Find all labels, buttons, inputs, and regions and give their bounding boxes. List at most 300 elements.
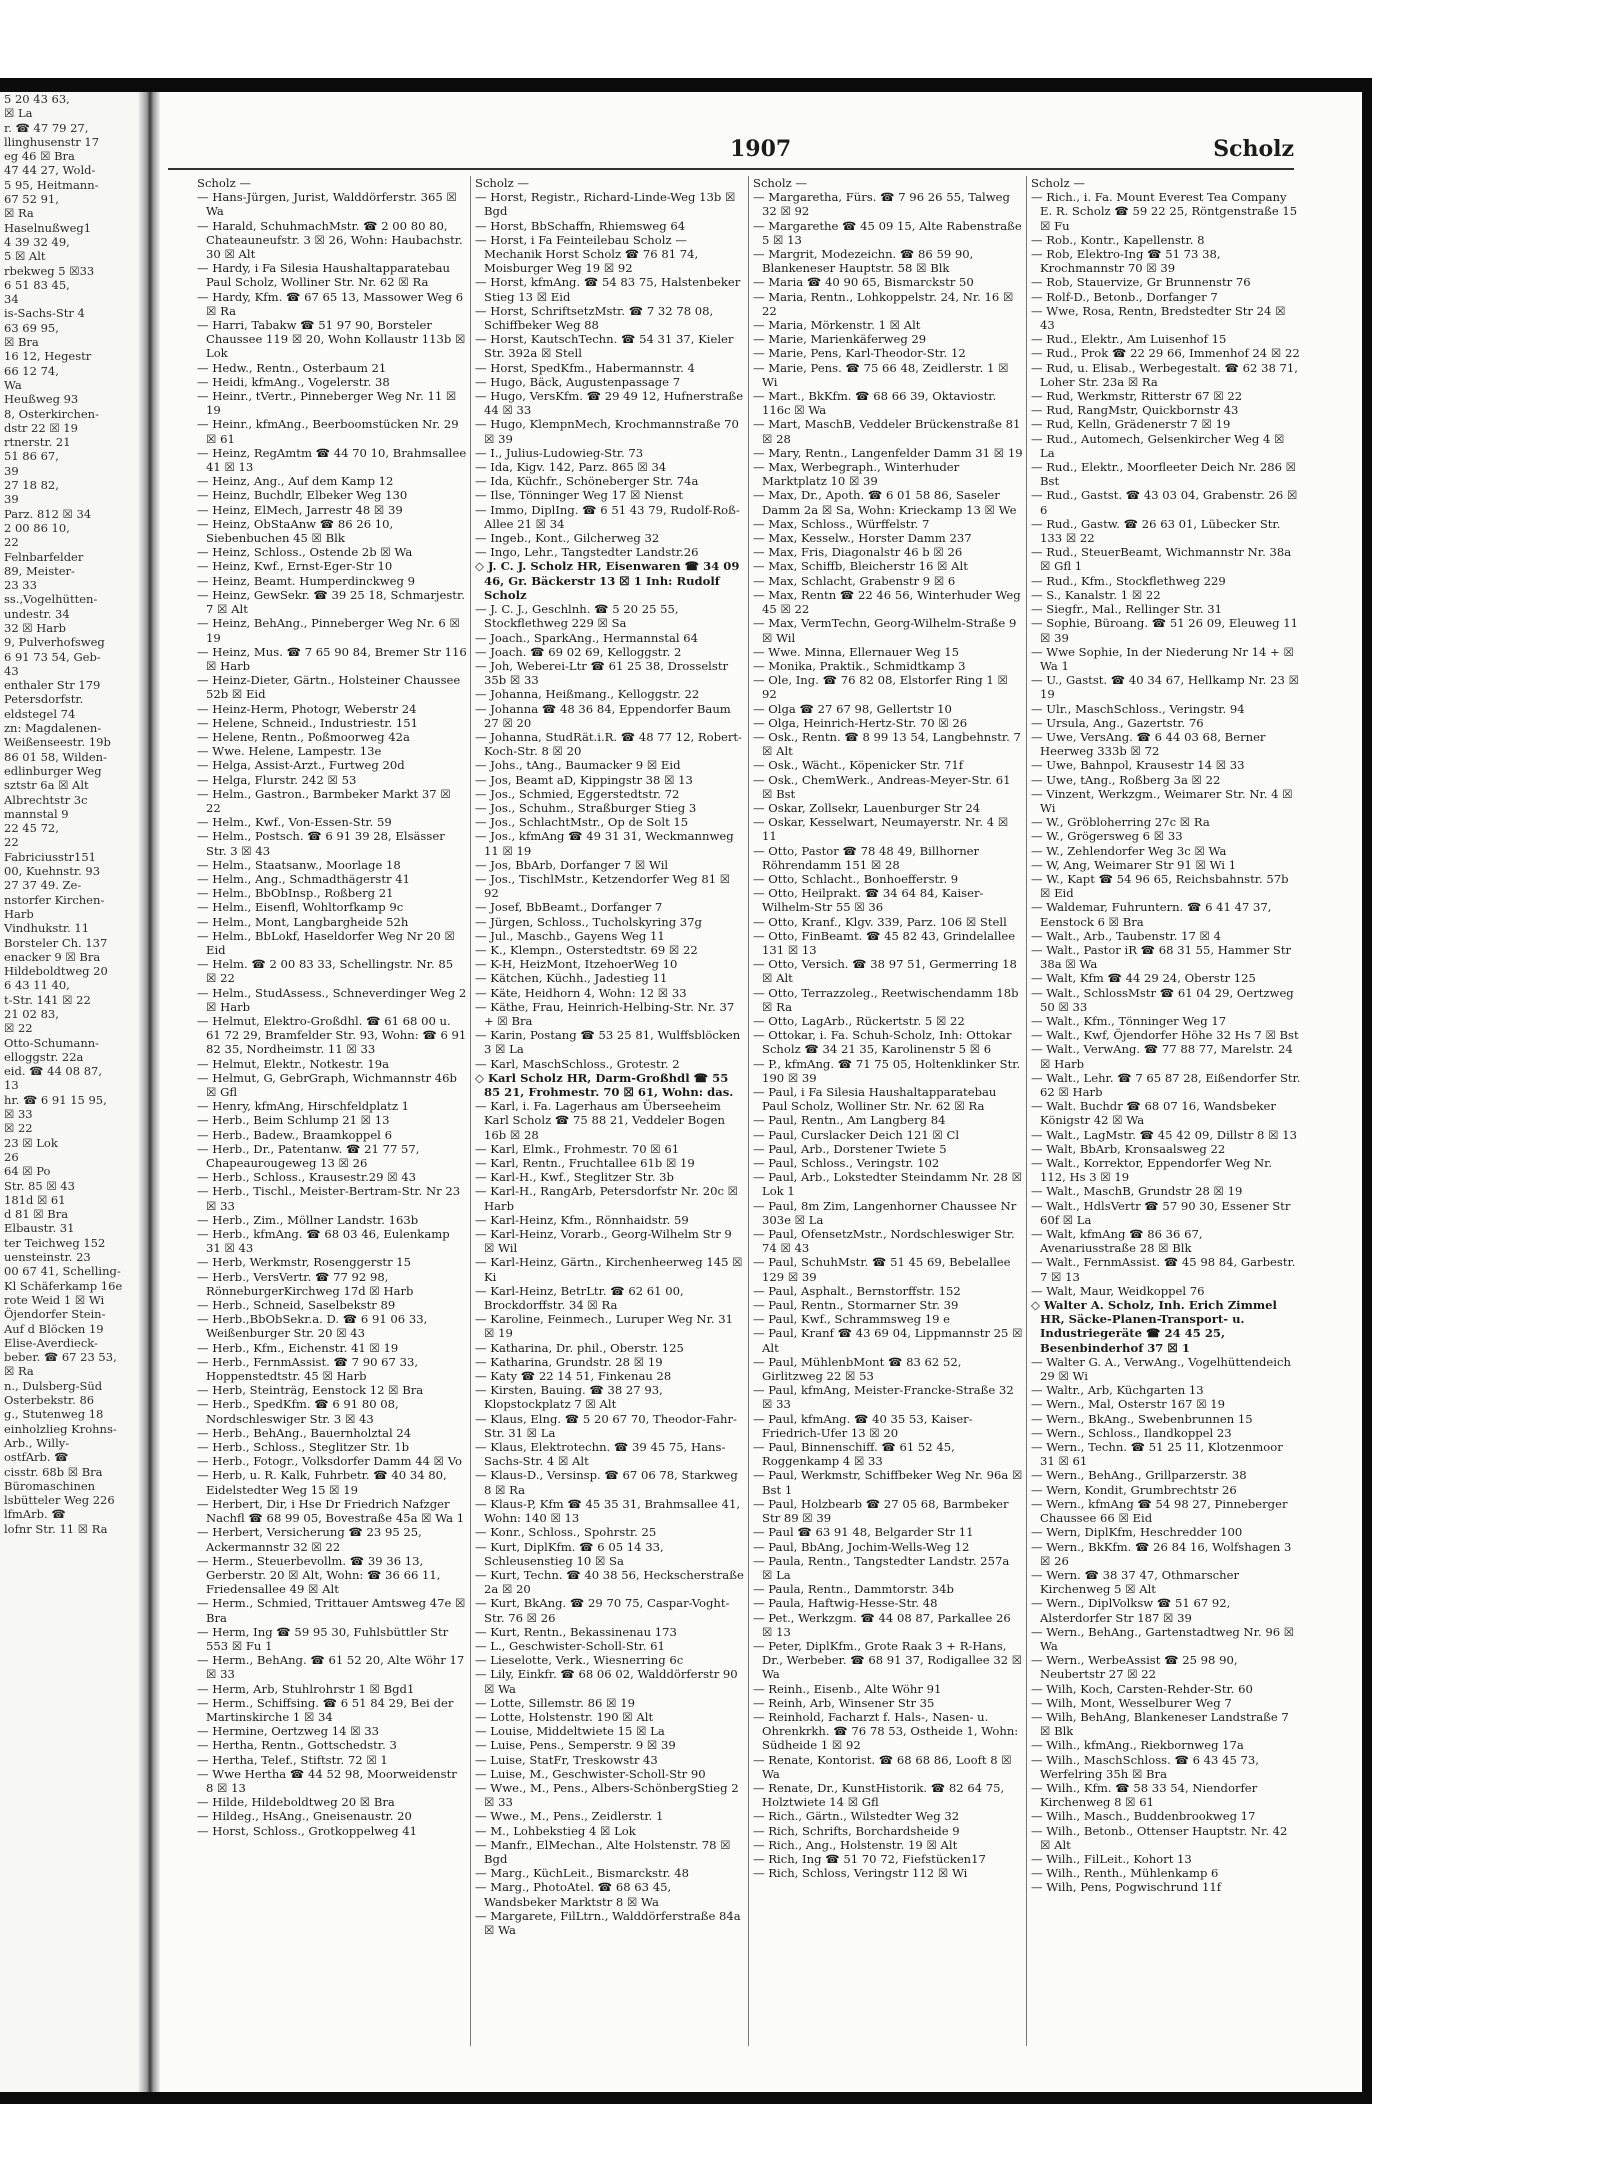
directory-entry: — Klaus-D., Versinsp. ☎ 67 06 78, Starkweg 8 ☒ Ra — [475, 1468, 738, 1497]
directory-entry: — Mary, Rentn., Langenfelder Damm 31 ☒ 19 — [753, 445, 1023, 460]
left-page-line: ostfArb. ☎ — [4, 1450, 69, 1465]
directory-entry: — Herb, Werkmstr, Rosenggerstr 15 — [197, 1255, 412, 1270]
directory-entry: — Käte, Heidhorn 4, Wohn: 12 ☒ 33 — [475, 985, 687, 1000]
directory-entry: — Walt., HdlsVertr ☎ 57 90 30, Essener Str 60f ☒ La — [1031, 1198, 1291, 1227]
directory-entry: — Manfr., ElMechan., Alte Holstenstr. 78 ☒ Bgd — [475, 1837, 731, 1866]
left-page-line: 8, Osterkirchen- — [4, 406, 99, 421]
directory-entry: — Otto, Kranf., Klgv. 339, Parz. 106 ☒ Stell — [753, 914, 1007, 929]
directory-entry: — Rud., Elektr., Moorfleeter Deich Nr. 286 ☒ Bst — [1031, 460, 1297, 489]
directory-entry: — Rud., SteuerBeamt, Wichmannstr Nr. 38a ☒ Gfl 1 — [1031, 545, 1292, 574]
directory-entry: — Maria ☎ 40 90 65, Bismarckstr 50 — [753, 275, 974, 290]
directory-entry: — Wern., BkAng., Swebenbrunnen 15 — [1031, 1411, 1253, 1426]
directory-entry: — Reinhold, Facharzt f. Hals-, Nasen- u. Ohrenkrkh. ☎ 76 78 53, Ostheide 1, Wohn: Südheide 1 ☒ 92 — [753, 1709, 1019, 1753]
directory-entry: — Ingo, Lehr., Tangstedter Landstr.26 — [475, 545, 699, 560]
directory-entry: — Herm, Arb, Stuhlrohrstr 1 ☒ Bgd1 — [197, 1681, 415, 1696]
directory-entry: — Klaus, Elng. ☎ 5 20 67 70, Theodor-Fahr-Str. 31 ☒ La — [475, 1411, 737, 1440]
directory-entry: — Uwe, VersAng. ☎ 6 44 03 68, Berner Heerweg 333b ☒ 72 — [1031, 729, 1266, 759]
directory-entry: — Waldemar, Fuhruntern. ☎ 6 41 47 37, Eenstock 6 ☒ Bra — [1031, 900, 1272, 929]
left-page-line: Öjendorfer Stein- — [4, 1307, 106, 1322]
directory-entry: — Jos., TischlMstr., Ketzendorfer Weg 81 ☒ 92 — [475, 871, 731, 901]
directory-entry: — Olga, Heinrich-Hertz-Str. 70 ☒ 26 — [753, 715, 968, 730]
directory-entry: — Herb.,BbObSekr.a. D. ☎ 6 91 06 33, Weißenburger Str. 20 ☒ 43 — [197, 1312, 428, 1341]
directory-entry: — I., Julius-Ludowieg-Str. 73 — [475, 445, 644, 460]
left-page-line: 6 91 73 54, Geb- — [4, 649, 101, 664]
directory-entry: — Kurt, Rentn., Bekassinenau 173 — [475, 1624, 677, 1639]
left-page-line: 23 ☒ Lok — [4, 1135, 58, 1150]
left-page-line: t-Str. 141 ☒ 22 — [4, 992, 91, 1007]
directory-entry: — Heinz, ElMech, Jarrestr 48 ☒ 39 — [197, 502, 403, 517]
directory-entry: — Harald, SchuhmachMstr. ☎ 2 00 80 80, Chateauneufstr. 3 ☒ 26, Wohn: Haubachstr. 30 ☒ Alt — [197, 218, 463, 262]
left-page-line: Fabriciusstr151 — [4, 849, 96, 864]
directory-entry: — Marie, Marienkäferweg 29 — [753, 332, 927, 347]
directory-entry: — Max, Schlacht, Grabenstr 9 ☒ 6 — [753, 573, 956, 588]
left-page-line: 51 86 67, — [4, 449, 59, 464]
left-page-line: uensteinstr. 23 — [4, 1250, 91, 1265]
directory-entry: — Horst, Schloss., Grotkoppelweg 41 — [197, 1823, 417, 1838]
directory-entry: — Walt., Pastor iR ☎ 68 31 55, Hammer Str 38a ☒ Wa — [1031, 942, 1292, 972]
left-page-line: ☒ 33 — [4, 1107, 33, 1122]
directory-entry: — Uwe, tAng., Roßberg 3a ☒ 22 — [1031, 772, 1221, 787]
directory-entry: — Paul, Rentn., Am Langberg 84 — [753, 1113, 946, 1128]
directory-entry: — Ole, Ing. ☎ 76 82 08, Elstorfer Ring 1 ☒ 92 — [753, 673, 1008, 702]
left-page-line: 27 37 49. Ze- — [4, 878, 82, 893]
directory-entry: — Wilh., kfmAng., Riekbornweg 17a — [1031, 1738, 1244, 1753]
directory-entry: — Katharina, Grundstr. 28 ☒ 19 — [475, 1354, 663, 1369]
left-page-line: 2 00 86 10, — [4, 520, 70, 535]
directory-entry: — Herm., Steuerbevollm. ☎ 39 36 13, Gerberstr. 20 ☒ Alt, Wohn: ☎ 36 66 11, Friedensallee 49 ☒ Alt — [197, 1553, 441, 1597]
directory-entry: — Paul, Asphalt., Bernstorffstr. 152 — [753, 1283, 961, 1298]
directory-entry: — Ida, Kigv. 142, Parz. 865 ☒ 34 — [475, 460, 667, 475]
directory-entry: — Wwe. Minna, Ellernauer Weg 15 — [753, 644, 960, 659]
left-page-line: rote Weid 1 ☒ Wi — [4, 1292, 105, 1307]
directory-entry: — Wern., BkKfm. ☎ 26 84 16, Wolfshagen 3 ☒ 26 — [1031, 1539, 1292, 1568]
directory-entry: — Rolf-D., Betonb., Dorfanger 7 — [1031, 289, 1218, 304]
column-title: Scholz — — [753, 176, 807, 190]
directory-entry: — Louise, Middeltwiete 15 ☒ La — [475, 1724, 665, 1739]
directory-entry: — Rud, RangMstr, Quickbornstr 43 — [1031, 403, 1239, 418]
directory-page — [160, 92, 1360, 2092]
directory-entry: — Ursula, Ang., Gazertstr. 76 — [1031, 715, 1204, 730]
directory-entry: — Wwe., M., Pens., Albers-SchönbergStieg 2 ☒ 33 — [475, 1780, 739, 1810]
directory-entry: — Jul., Maschb., Gayens Weg 11 — [475, 928, 665, 943]
directory-entry: — U., Gastst. ☎ 40 34 67, Hellkamp Nr. 23 ☒ 19 — [1031, 673, 1299, 702]
directory-entry: — Herb., Schloss., Krausestr.29 ☒ 43 — [197, 1170, 417, 1185]
left-page-line: mannstal 9 — [4, 806, 69, 821]
left-page-line: 89, Meister- — [4, 563, 75, 578]
directory-entry: — Hilde, Hildeboldtweg 20 ☒ Bra — [197, 1795, 395, 1810]
left-page-line: Hildeboldtweg 20 — [4, 964, 108, 979]
running-head-surname: Scholz — [1213, 136, 1294, 162]
left-page-line: ☒ 22 — [4, 1121, 33, 1136]
directory-entry: — Karl-Heinz, BetrLtr. ☎ 62 61 00, Brockdorffstr. 34 ☒ Ra — [475, 1283, 684, 1313]
directory-entry: — Helm. ☎ 2 00 83 33, Schellingstr. Nr. 85 ☒ 22 — [197, 957, 454, 986]
directory-entry: — Herb., Tischl., Meister-Bertram-Str. Nr 23 ☒ 33 — [197, 1184, 461, 1213]
directory-entry: — Wern., DiplVolksw ☎ 51 67 92, Alsterdorfer Str 187 ☒ 39 — [1031, 1596, 1231, 1625]
directory-entry: — Wwe Hertha ☎ 44 52 98, Moorweidenstr 8 ☒ 13 — [197, 1766, 457, 1795]
directory-entry: — Walt, BbArb, Kronsaalsweg 22 — [1031, 1141, 1226, 1156]
left-page-line: Weißenseestr. 19b — [4, 735, 111, 750]
left-page-line: 6 43 11 40, — [4, 978, 70, 993]
directory-entry: — Jos, BbArb, Dorfanger 7 ☒ Wil — [475, 857, 669, 872]
column-title: Scholz — — [1031, 176, 1085, 190]
directory-entry: — Herb., Beim Schlump 21 ☒ 13 — [197, 1113, 390, 1128]
directory-entry: — Jos, Beamt aD, Kippingstr 38 ☒ 13 — [475, 772, 693, 787]
directory-entry: — Wern., WerbeAssist ☎ 25 98 90, Neubertstr 27 ☒ 22 — [1031, 1653, 1238, 1682]
left-page-line: is-Sachs-Str 4 — [4, 306, 85, 321]
left-page-line: Otto-Schumann- — [4, 1035, 100, 1050]
directory-entry: — Paul, Binnenschiff. ☎ 61 52 45, Roggenkamp 4 ☒ 33 — [753, 1440, 955, 1469]
directory-entry: — Paul, OfensetzMstr., Nordschleswiger Str. 74 ☒ 43 — [753, 1227, 1015, 1256]
directory-entry: — Heinz, Mus. ☎ 7 65 90 84, Bremer Str 116 ☒ Harb — [197, 644, 467, 673]
left-page-line: n., Dulsberg-Süd — [4, 1378, 103, 1393]
directory-entry: — Paul, Schloss., Veringstr. 102 — [753, 1156, 940, 1171]
directory-entry: — Paula, Rentn., Tangstedter Landstr. 257a ☒ La — [753, 1553, 1010, 1582]
directory-entry: — Rud, Werkmstr, Ritterstr 67 ☒ 22 — [1031, 389, 1243, 404]
directory-entry: — Max, Kesselw., Horster Damm 237 — [753, 531, 972, 546]
left-page-line: 47 44 27, Wold- — [4, 163, 96, 178]
left-page-line: zn: Magdalenen- — [4, 721, 102, 736]
directory-entry: — Max, Fris, Diagonalstr 46 b ☒ 26 — [753, 545, 963, 560]
directory-entry: — Wilh., Masch., Buddenbrookweg 17 — [1031, 1809, 1256, 1824]
directory-entry: — Jos., SchlachtMstr., Op de Solt 15 — [475, 815, 689, 830]
directory-entry: — Paula, Rentn., Dammtorstr. 34b — [753, 1582, 954, 1597]
directory-entry: — Jos., Schuhm., Straßburger Stieg 3 — [475, 800, 697, 815]
directory-entry: — Maria, Rentn., Lohkoppelstr. 24, Nr. 16 ☒ 22 — [753, 289, 1014, 318]
left-page-line: ss.,Vogelhütten- — [4, 592, 98, 607]
left-page-line: 16 12, Hegestr — [4, 349, 92, 364]
directory-entry: — Sophie, Büroang. ☎ 51 26 09, Eleuweg 11 ☒ 39 — [1031, 616, 1298, 645]
directory-entry: — W., Zehlendorfer Weg 3c ☒ Wa — [1031, 843, 1227, 858]
directory-entry: — Karl, Elmk., Frohmestr. 70 ☒ 61 — [475, 1141, 680, 1156]
directory-entry: — Hardy, i Fa Silesia Haushaltapparatebau Paul Scholz, Wolliner Str. Nr. 62 ☒ Ra — [197, 261, 450, 290]
left-page-line: 66 12 74, — [4, 363, 59, 378]
left-page-line: 39 — [4, 492, 19, 507]
directory-entry: — Ingeb., Kont., Gilcherweg 32 — [475, 531, 660, 546]
left-page-line: Heußweg 93 — [4, 392, 79, 407]
directory-entry: — Hermine, Oertzweg 14 ☒ 33 — [197, 1724, 380, 1739]
column-1 — [197, 176, 467, 2066]
left-page-line: elloggstr. 22a — [4, 1049, 84, 1064]
left-page-line: lfmArb. ☎ — [4, 1507, 66, 1522]
directory-entry: ◇ Walter A. Scholz, Inh. Erich Zimmel HR, Säcke-Planen-Transport- u. Industriegeräte ☎ 24 45 25, Besenbinderhof 37 ☒ 1 — [1031, 1298, 1277, 1355]
page-header — [160, 136, 1360, 166]
left-page-line: Elbaustr. 31 — [4, 1221, 75, 1236]
left-page-line: 27 18 82, — [4, 478, 59, 493]
directory-entry: — Lily, Einkfr. ☎ 68 06 02, Walddörferstr 90 ☒ Wa — [475, 1667, 738, 1696]
left-page-line: ☒ La — [4, 106, 33, 121]
directory-entry: — Margaretha, Fürs. ☎ 7 96 26 55, Talweg 32 ☒ 92 — [753, 190, 1010, 219]
directory-entry: — Herb., Dr., Patentanw. ☎ 21 77 57, Chapeaurougeweg 13 ☒ 26 — [197, 1141, 420, 1171]
directory-entry: ◇ J. C. J. Scholz HR, Eisenwaren ☎ 34 09 46, Gr. Bäckerstr 13 ☒ 1 Inh: Rudolf Scholz — [475, 559, 740, 602]
column-entries — [197, 190, 467, 1838]
directory-entry: — Rich, Ing ☎ 51 70 72, Fiefstücken17 — [753, 1851, 986, 1866]
directory-entry: — Kurt, BkAng. ☎ 29 70 75, Caspar-Voght-Str. 76 ☒ 26 — [475, 1596, 730, 1625]
directory-entry: — Max, Schloss., Würffelstr. 7 — [753, 516, 930, 531]
directory-entry: — Oskar, Zollsekr, Lauenburger Str 24 — [753, 800, 981, 815]
directory-entry: — Paul, Curslacker Deich 121 ☒ Cl — [753, 1127, 960, 1142]
directory-entry: — Renate, Dr., KunstHistorik. ☎ 82 64 75, Holztwiete 14 ☒ Gfl — [753, 1780, 1005, 1810]
left-page-line: eg 46 ☒ Bra — [4, 149, 75, 164]
directory-entry: — Lotte, Sillemstr. 86 ☒ 19 — [475, 1695, 635, 1710]
directory-entry: — Waltr., Arb, Küchgarten 13 — [1031, 1383, 1204, 1398]
directory-entry: — Helm., BbObInsp., Roßberg 21 — [197, 886, 394, 901]
directory-entry: — Helm., Staatsanw., Moorlage 18 — [197, 857, 401, 872]
left-page-line: 181d ☒ 61 — [4, 1192, 66, 1207]
directory-entry: — Rud., Kfm., Stockflethweg 229 — [1031, 573, 1226, 588]
directory-entry: — Oskar, Kesselwart, Neumayerstr. Nr. 4 ☒ 11 — [753, 815, 1009, 844]
directory-entry: — W., Gröbloherring 27c ☒ Ra — [1031, 815, 1210, 830]
directory-entry: — Wwe., M., Pens., Zeidlerstr. 1 — [475, 1809, 664, 1824]
left-page-line: 13 — [4, 1078, 19, 1093]
directory-entry: — Wern., BehAng., Grillparzerstr. 38 — [1031, 1468, 1247, 1483]
left-page-line: ☒ Ra — [4, 206, 34, 221]
scan-frame-right — [1362, 78, 1372, 2104]
directory-entry: — Wern., BehAng., Gartenstadtweg Nr. 96 ☒ Wa — [1031, 1624, 1295, 1653]
directory-entry: — Herb., kfmAng. ☎ 68 03 46, Eulenkamp 31 ☒ 43 — [197, 1227, 450, 1256]
left-page-line: rtnerstr. 21 — [4, 435, 71, 450]
book-spine — [138, 92, 160, 2092]
left-page-line: llinghusenstr 17 — [4, 134, 100, 149]
directory-entry: — Wern., Techn. ☎ 51 25 11, Klotzenmoor 31 ☒ 61 — [1031, 1440, 1283, 1469]
directory-entry: — Helmut, Elektr., Notkestr. 19a — [197, 1056, 390, 1071]
directory-entry: — M., Lohbekstieg 4 ☒ Lok — [475, 1823, 636, 1838]
directory-entry: — Margrit, Modezeichn. ☎ 86 59 90, Blankeneser Hauptstr. 58 ☒ Blk — [753, 247, 974, 276]
directory-entry: — W., Grögersweg 6 ☒ 33 — [1031, 829, 1183, 844]
directory-entry: — Herbert, Dir, i Hse Dr Friedrich Nafzger Nachfl ☎ 68 99 05, Bovestraße 45a ☒ Wa 1 — [197, 1496, 465, 1526]
directory-entry: — Monika, Praktik., Schmidtkamp 3 — [753, 658, 966, 673]
left-page-line: 26 — [4, 1149, 19, 1164]
directory-entry: — Karl-H., RangArb, Petersdorfstr Nr. 20c ☒ Harb — [475, 1184, 739, 1213]
directory-entry: — Luise, M., Geschwister-Scholl-Str 90 — [475, 1766, 706, 1781]
left-page-line: Vindhukstr. 11 — [4, 921, 90, 936]
left-page-line: Auf d Blöcken 19 — [4, 1321, 104, 1336]
directory-entry: — Rud., Automech, Gelsenkircher Weg 4 ☒ La — [1031, 431, 1285, 460]
column-divider — [470, 176, 471, 2046]
left-page-line: Borsteler Ch. 137 — [4, 935, 108, 950]
directory-entry: — Helm., Eisenfl, Wohltorfkamp 9c — [197, 900, 404, 915]
directory-entry: — K-H, HeizMont, ItzehoerWeg 10 — [475, 957, 678, 972]
directory-entry: ◇ Karl Scholz HR, Darm-Großhdl ☎ 55 85 21, Frohmestr. 70 ☒ 61, Wohn: das. — [475, 1070, 734, 1099]
left-page-line: Petersdorfstr. — [4, 692, 84, 707]
directory-entry: — Klaus-P, Kfm ☎ 45 35 31, Brahmsallee 41, Wohn: 140 ☒ 13 — [475, 1496, 741, 1526]
directory-entry: — K., Klempn., Osterstedtstr. 69 ☒ 22 — [475, 942, 698, 957]
directory-entry: — Rich., Gärtn., Wilstedter Weg 32 — [753, 1809, 960, 1824]
left-page-line: 5 ☒ Alt — [4, 249, 46, 264]
directory-entry: — Marg., PhotoAtel. ☎ 68 63 45, Wandsbeker Marktstr 8 ☒ Wa — [475, 1880, 672, 1909]
left-page-line: Parz. 812 ☒ 34 — [4, 506, 92, 521]
directory-entry: — W, Ang, Weimarer Str 91 ☒ Wi 1 — [1031, 857, 1237, 872]
directory-entry: — Osk., Wächt., Köpenicker Str. 71f — [753, 758, 963, 773]
directory-entry: — Hildeg., HsAng., Gneisenaustr. 20 — [197, 1809, 412, 1824]
directory-entry: — Karl-Heinz, Vorarb., Georg-Wilhelm Str 9 ☒ Wil — [475, 1227, 732, 1256]
directory-entry: — Helm., Ang., Schmadthägerstr 41 — [197, 871, 411, 886]
directory-entry: — Heinz-Dieter, Gärtn., Holsteiner Chaussee 52b ☒ Eid — [197, 673, 461, 702]
directory-entry: — Johs., tAng., Baumacker 9 ☒ Eid — [475, 758, 681, 773]
left-page-line: Arb., Willy- — [4, 1435, 70, 1450]
directory-entry: — Horst, KautschTechn. ☎ 54 31 37, Kieler Str. 392a ☒ Stell — [475, 332, 734, 361]
scan-frame-bottom — [0, 2092, 1372, 2104]
left-page-line: Str. 85 ☒ 43 — [4, 1178, 75, 1193]
directory-entry: — Max, Dr., Apoth. ☎ 6 01 58 86, Saseler Damm 2a ☒ Sa, Wohn: Krieckamp 13 ☒ We — [753, 488, 1017, 517]
left-page-line: 63 69 95, — [4, 320, 59, 335]
directory-entry: — Reinh, Arb, Winsener Str 35 — [753, 1695, 935, 1710]
column-entries — [1031, 190, 1301, 1894]
left-page-line: ter Teichweg 152 — [4, 1235, 106, 1250]
directory-entry: — Herbert, Versicherung ☎ 23 95 25, Ackermannstr 32 ☒ 22 — [197, 1525, 422, 1554]
directory-entry: — Walt, Maur, Weidkoppel 76 — [1031, 1283, 1205, 1298]
directory-entry: — Wilh, Koch, Carsten-Rehder-Str. 60 — [1031, 1681, 1253, 1696]
directory-entry: — Kirsten, Bauing. ☎ 38 27 93, Klopstockplatz 7 ☒ Alt — [475, 1383, 663, 1412]
directory-entry: — Marie, Pens. ☎ 75 66 48, Zeidlerstr. 1 ☒ Wi — [753, 360, 1009, 389]
scan-frame-top — [0, 78, 1372, 92]
left-page-line: enthaler Str 179 — [4, 678, 101, 693]
directory-entry: — Rob, Stauervize, Gr Brunnenstr 76 — [1031, 275, 1251, 290]
directory-entry: — Herm., Schiffsing. ☎ 6 51 84 29, Bei der Martinskirche 1 ☒ 34 — [197, 1695, 454, 1724]
left-page-line: lsbütteler Weg 226 — [4, 1493, 115, 1508]
column-entries — [475, 190, 745, 1937]
directory-entry: — Otto, Schlacht., Bonhoefferstr. 9 — [753, 871, 959, 886]
directory-entry: — Paul, Rentn., Stormarner Str. 39 — [753, 1298, 959, 1313]
column-entries — [753, 190, 1023, 1880]
directory-entry: — Josef, BbBeamt., Dorfanger 7 — [475, 900, 663, 915]
directory-entry: — Wilh., Kfm. ☎ 58 33 54, Niendorfer Kirchenweg 8 ☒ 61 — [1031, 1780, 1258, 1810]
directory-entry: — Katy ☎ 22 14 51, Finkenau 28 — [475, 1369, 672, 1384]
directory-entry: — Horst, Registr., Richard-Linde-Weg 13b ☒ Bgd — [475, 190, 736, 219]
directory-entry: — Paul, Werkmstr, Schiffbeker Weg Nr. 96a ☒ Bst 1 — [753, 1468, 1023, 1497]
directory-entry: — Paul, Kwf., Schrammsweg 19 e — [753, 1312, 951, 1327]
directory-entry: — Karl, MaschSchloss., Grotestr. 2 — [475, 1056, 680, 1071]
left-page-line: dstr 22 ☒ 19 — [4, 420, 78, 435]
directory-entry: — Paula, Haftwig-Hesse-Str. 48 — [753, 1596, 938, 1611]
directory-entry: — Johanna, Heißmang., Kelloggstr. 22 — [475, 687, 700, 702]
directory-entry: — Otto, Pastor ☎ 78 48 49, Billhorner Röhrendamm 151 ☒ 28 — [753, 843, 980, 872]
directory-entry: — Walt., SchlossMstr ☎ 61 04 29, Oertzweg 50 ☒ 33 — [1031, 985, 1294, 1014]
directory-entry: — Max, Werbegraph., Winterhuder Marktplatz 10 ☒ 39 — [753, 460, 960, 489]
left-page-line: cisstr. 68b ☒ Bra — [4, 1464, 103, 1479]
directory-entry: — Wilh., Betonb., Ottenser Hauptstr. Nr. 42 ☒ Alt — [1031, 1823, 1288, 1852]
left-page-line: einholzlieg Krohns- — [4, 1421, 117, 1436]
directory-entry: — Johanna ☎ 48 36 84, Eppendorfer Baum 27 ☒ 20 — [475, 701, 731, 730]
directory-entry: — Walt., MaschB, Grundstr 28 ☒ 19 — [1031, 1184, 1243, 1199]
directory-entry: — Ida, Küchfr., Schöneberger Str. 74a — [475, 474, 699, 489]
directory-entry: — Walt., FernmAssist. ☎ 45 98 84, Garbestr. 7 ☒ 13 — [1031, 1255, 1296, 1284]
left-page-line: Felnbarfelder — [4, 549, 84, 564]
directory-entry: — Pet., Werkzgm. ☎ 44 08 87, Parkallee 26 ☒ 13 — [753, 1610, 1011, 1639]
left-page-line: 6 51 83 45, — [4, 277, 70, 292]
directory-entry: — Osk., Rentn. ☎ 8 99 13 54, Langbehnstr. 7 ☒ Alt — [753, 729, 1021, 759]
left-page-line: Kl Schäferkamp 16e — [4, 1278, 123, 1293]
directory-entry: — Walt., Kfm., Tönninger Weg 17 — [1031, 1013, 1227, 1028]
directory-entry: — Heinz, Schloss., Ostende 2b ☒ Wa — [197, 545, 413, 560]
directory-entry: — Rud., Elektr., Am Luisenhof 15 — [1031, 332, 1227, 347]
left-page-line: rbekweg 5 ☒33 — [4, 263, 95, 278]
directory-entry: — Helmut, G, GebrGraph, Wichmannstr 46b ☒ Gfl — [197, 1070, 457, 1099]
directory-entry: — Heinz, BehAng., Pinneberger Weg Nr. 6 ☒ 19 — [197, 616, 460, 645]
left-page-line: ☒ Bra — [4, 335, 39, 350]
directory-entry: — Rud., Prok ☎ 22 29 66, Immenhof 24 ☒ 22 — [1031, 346, 1300, 361]
directory-entry: — Paul, Arb., Dorstener Twiete 5 — [753, 1141, 947, 1156]
left-page-line: Wa — [4, 377, 22, 392]
directory-entry: — Herb., SpedKfm. ☎ 6 91 80 08, Nordschleswiger Str. 3 ☒ 43 — [197, 1397, 399, 1426]
directory-entry: — Maria, Mörkenstr. 1 ☒ Alt — [753, 318, 921, 333]
directory-entry: — Margarete, FilLtrn., Walddörferstraße 84a ☒ Wa — [475, 1908, 741, 1937]
left-page-line: nstorfer Kirchen- — [4, 892, 105, 907]
column-title: Scholz — — [475, 176, 529, 190]
left-page-line: 5 95, Heitmann- — [4, 177, 99, 192]
directory-entry: — Joach. ☎ 69 02 69, Kelloggstr. 2 — [475, 644, 682, 659]
directory-entry: — Karl, Rentn., Fruchtallee 61b ☒ 19 — [475, 1156, 695, 1171]
left-page-line: 39 — [4, 463, 19, 478]
directory-entry: — Heinz, ObStaAnw ☎ 86 26 10, Siebenbuchen 45 ☒ Blk — [197, 516, 394, 546]
directory-entry: — Heinz, Buchdlr, Elbeker Weg 130 — [197, 488, 408, 503]
directory-entry: — Mart, MaschB, Veddeler Brückenstraße 81 ☒ 28 — [753, 417, 1021, 446]
left-page-line: 64 ☒ Po — [4, 1164, 51, 1179]
directory-entry: — Helmut, Elektro-Großdhl. ☎ 61 68 00 u. 61 72 29, Bramfelder Str. 93, Wohn: ☎ 6 91 82 35, Nordheimstr. 11 ☒ 33 — [197, 1013, 467, 1057]
directory-entry: — Helm., StudAssess., Schneverdinger Weg 2 ☒ Harb — [197, 985, 467, 1014]
left-page-line: 32 ☒ Harb — [4, 620, 66, 635]
directory-entry: — Konr., Schloss., Spohrstr. 25 — [475, 1525, 657, 1540]
directory-entry: — Walt., Lehr. ☎ 7 65 87 28, Eißendorfer Str. 62 ☒ Harb — [1031, 1070, 1301, 1099]
directory-entry: — Kätchen, Küchh., Jadestieg 11 — [475, 971, 668, 986]
directory-entry: — Herb, Steinträg, Eenstock 12 ☒ Bra — [197, 1383, 424, 1398]
directory-entry: — Olga ☎ 27 67 98, Gellertstr 10 — [753, 701, 952, 716]
directory-entry: — L., Geschwister-Scholl-Str. 61 — [475, 1638, 665, 1653]
directory-entry: — Helga, Flurstr. 242 ☒ 53 — [197, 772, 357, 787]
left-page-line: Osterbekstr. 86 — [4, 1393, 95, 1408]
left-page-line: 22 45 72, — [4, 821, 59, 836]
directory-entry: — Helm., Gastron., Barmbeker Markt 37 ☒ 22 — [197, 786, 451, 815]
directory-entry: — Wern., Mal, Osterstr 167 ☒ 19 — [1031, 1397, 1226, 1412]
directory-entry: — Heinz, Ang., Auf dem Kamp 12 — [197, 474, 394, 489]
directory-entry: — Joh, Weberei-Ltr ☎ 61 25 38, Drosselstr 35b ☒ 33 — [475, 658, 729, 688]
directory-entry: — Herb, u. R. Kalk, Fuhrbetr. ☎ 40 34 80, Eidelstedter Weg 15 ☒ 19 — [197, 1468, 447, 1497]
directory-entry: — Ulr., MaschSchloss., Veringstr. 94 — [1031, 701, 1245, 716]
left-page-line: 4 39 32 49, — [4, 234, 70, 249]
left-page-line: ☒ 22 — [4, 1021, 33, 1036]
directory-entry: — Peter, DiplKfm., Grote Raak 3 + R-Hans, Dr., Werbeber. ☎ 68 91 37, Rodigallee 32 ☒ Wa — [753, 1638, 1023, 1682]
directory-entry: — J. C. J., Geschlnh. ☎ 5 20 25 55, Stockflethweg 229 ☒ Sa — [475, 602, 679, 631]
directory-entry: — Walt. Buchdr ☎ 68 07 16, Wandsbeker Königstr 42 ☒ Wa — [1031, 1099, 1276, 1128]
left-page-line: 67 52 91, — [4, 192, 59, 207]
left-page-line: 34 — [4, 292, 19, 307]
directory-entry: — Immo, DiplIng. ☎ 6 51 43 79, Rudolf-Roß-Allee 21 ☒ 34 — [475, 502, 740, 531]
left-page-line: 22 — [4, 535, 19, 550]
directory-entry: — Horst, SpedKfm., Habermannstr. 4 — [475, 360, 695, 375]
left-page-line: Elise-Averdieck- — [4, 1335, 98, 1350]
directory-entry: — Paul, BbAng, Jochim-Wells-Weg 12 — [753, 1539, 970, 1554]
left-page-line: g., Stutenweg 18 — [4, 1407, 104, 1422]
directory-entry: — Wilh, Pens, Pogwischrund 11f — [1031, 1880, 1222, 1895]
left-page-line: Albrechtstr 3c — [4, 792, 88, 807]
directory-entry: — Paul, Arb., Lokstedter Steindamm Nr. 28 ☒ Lok 1 — [753, 1170, 1023, 1199]
left-page-line: 21 02 83, — [4, 1007, 59, 1021]
directory-entry: — Rud, u. Elisab., Werbegestalt. ☎ 62 38 71, Loher Str. 23a ☒ Ra — [1031, 360, 1298, 389]
directory-entry: — Walt., Arb., Taubenstr. 17 ☒ 4 — [1031, 928, 1222, 943]
left-page-line: 23 33 — [4, 578, 37, 593]
directory-entry: — Walt, Kfm ☎ 44 29 24, Oberstr 125 — [1031, 971, 1256, 986]
directory-entry: — Walt., LagMstr. ☎ 45 42 09, Dillstr 8 ☒ 13 — [1031, 1127, 1297, 1142]
left-page-line: eldstegel 74 — [4, 706, 76, 721]
directory-entry: — Wwe, Rosa, Rentn, Bredstedter Str 24 ☒ 43 — [1031, 303, 1286, 333]
directory-entry: — Ottokar, i. Fa. Schuh-Scholz, Inh: Ottokar Scholz ☎ 34 21 35, Karolinenstr 5 ☒ 6 — [753, 1028, 1012, 1057]
directory-entry: — Henry, kfmAng, Hirschfeldplatz 1 — [197, 1099, 410, 1114]
directory-entry: — Rud, Kelln, Grädenerstr 7 ☒ 19 — [1031, 417, 1231, 432]
left-page-line: 9, Pulverhofsweg — [4, 635, 105, 650]
directory-entry: — Karl-Heinz, Kfm., Rönnhaidstr. 59 — [475, 1212, 689, 1227]
directory-entry: — Rich., i. Fa. Mount Everest Tea Company E. R. Scholz ☎ 59 22 25, Röntgenstraße 15 ☒ Fu — [1031, 190, 1298, 233]
directory-entry: — Paul, kfmAng, Meister-Francke-Straße 32 ☒ 33 — [753, 1383, 1014, 1412]
directory-entry: — Rich, Schrifts, Borchardsheide 9 — [753, 1823, 960, 1838]
